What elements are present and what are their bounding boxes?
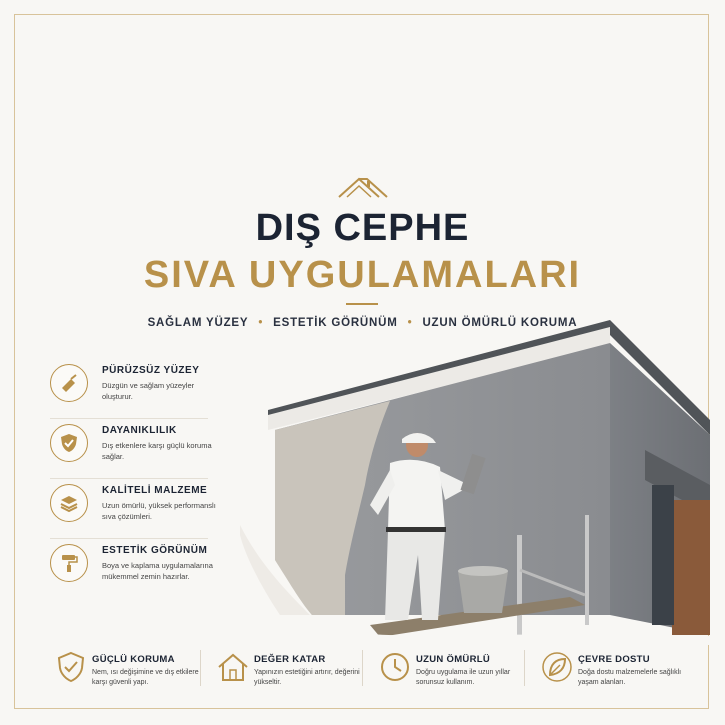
- trowel-icon: [50, 364, 88, 402]
- benefit-title: UZUN ÖMÜRLÜ: [416, 654, 491, 665]
- feature-item: [50, 360, 208, 419]
- feature-description: Dış etkenlere karşı güçlü koruma sağlar.: [102, 441, 212, 461]
- divider: [524, 650, 525, 686]
- page-subtitle: SIVA UYGULAMALARI: [143, 254, 582, 296]
- benefit-description: Doğru uygulama ile uzun yıllar sorunsuz kullanım.: [416, 669, 511, 686]
- page-title: DIŞ CEPHE: [255, 207, 470, 249]
- feature-item: [50, 420, 212, 479]
- feature-description: Düzgün ve sağlam yüzeyler oluşturur.: [102, 381, 195, 401]
- feature-description: Uzun ömürlü, yüksek performanslı sıva çözümleri.: [102, 501, 216, 521]
- shield-check-icon: [54, 650, 88, 684]
- divider: [362, 650, 363, 686]
- tagline-item: SAĞLAM YÜZEY: [147, 317, 249, 329]
- facade-plastering-illustration: [240, 315, 725, 645]
- benefit-description: Nem, ısı değişimine ve dış etkilere karşı güvenli yapı.: [92, 669, 199, 686]
- leaf-icon: [540, 650, 574, 684]
- tagline-item: ESTETİK GÖRÜNÜM: [273, 317, 398, 329]
- feature-item: [50, 480, 216, 539]
- feature-list: [50, 360, 216, 599]
- paint-roller-icon: [50, 544, 88, 582]
- feature-title: ESTETİK GÖRÜNÜM: [102, 545, 208, 556]
- benefit-title: DEĞER KATAR: [254, 654, 326, 665]
- feature-description: Boya ve kaplama uygulamalarına mükemmel zemin hazırlar.: [102, 561, 213, 581]
- title-divider: [346, 303, 378, 305]
- tagline-item: UZUN ÖMÜRLÜ KORUMA: [422, 317, 578, 329]
- dot-separator: •: [407, 317, 413, 329]
- benefit-title: ÇEVRE DOSTU: [578, 654, 650, 665]
- house-roof-icon: [337, 176, 389, 198]
- feature-title: DAYANIKLILIK: [102, 425, 177, 436]
- benefit-description: Doğa dostu malzemelerle sağlıklı yaşam alanları.: [578, 669, 682, 686]
- layers-icon: [50, 484, 88, 522]
- divider: [200, 650, 201, 686]
- feature-title: KALİTELİ MALZEME: [102, 485, 208, 496]
- clock-icon: [378, 650, 412, 684]
- dot-separator: •: [258, 317, 264, 329]
- benefits-bar: [40, 646, 700, 694]
- benefit-title: GÜÇLÜ KORUMA: [92, 654, 175, 665]
- house-icon: [216, 650, 250, 684]
- benefit-description: Yapınızın estetiğini artırır, değerini yükseltir.: [254, 669, 360, 686]
- shield-check-icon: [50, 424, 88, 462]
- feature-title: PÜRÜZSÜZ YÜZEY: [102, 365, 200, 376]
- feature-item: [50, 540, 213, 598]
